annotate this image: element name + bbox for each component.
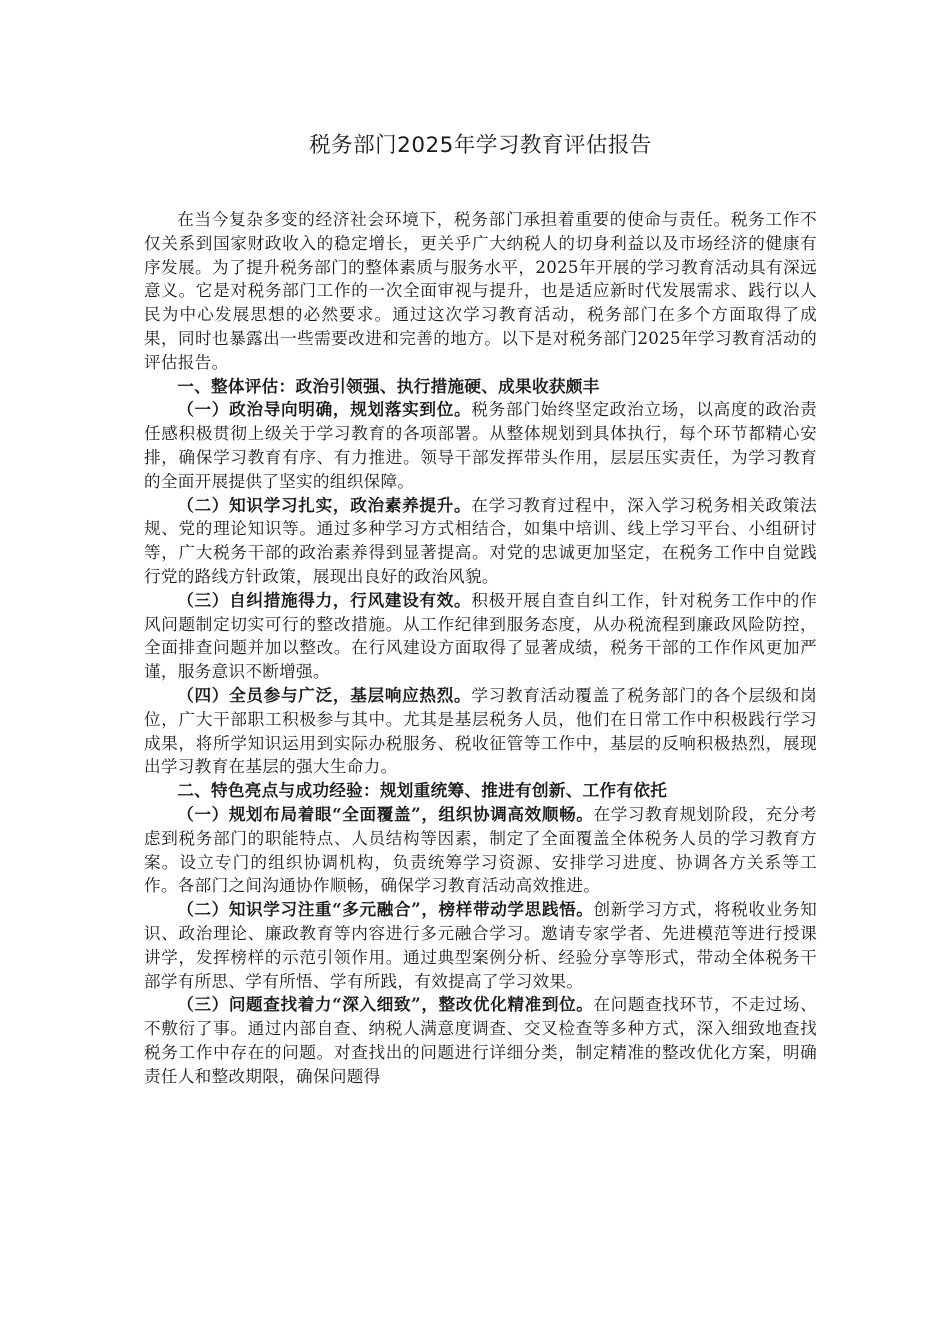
section-1-item-4 [144,684,817,779]
item-text: 在学习教育规划阶段，充分考虑到税务部门的职能特点、人员结构等因素，制定了全面覆盖全体税务人员的学习教育方案。设立专门的组织协调机构，负责统筹学习资源、安排学习进度、协调各方关系等工作。各部门之间沟通协作顺畅，确保学习教育活动高效推进。 [144,804,817,896]
item-text: 学习教育活动覆盖了税务部门的各个层级和岗位，广大干部职工积极参与其中。尤其是基层税务人员，他们在日常工作中积极践行学习成果，将所学知识运用到实际办税服务、税收征管等工作中，基层的反响积极热烈，展现出学习教育在基层的强大生命力。 [144,685,817,777]
item-lead: （四）全员参与广泛，基层响应热烈。 [177,684,472,705]
section-heading-2: 二、特色亮点与成功经验：规划重统筹、推进有创新、工作有依托 [177,780,668,801]
intro-paragraph: 在当今复杂多变的经济社会环境下，税务部门承担着重要的使命与责任。税务工作不仅关系到国家财政收入的稳定增长，更关乎广大纳税人的切身利益以及市场经济的健康有序发展。为了提升税务部门的整体素质与服务水平，2025年开展的学习教育活动具有深远意义。它是对税务部门工作的一次全面审视与提升，也是适应新时代发展需求、践行以人民为中心发展思想的必然要求。通过这次学习教育活动，税务部门在多个方面取得了成果，同时也暴露出一些需要改进和完善的地方。以下是对税务部门2025年学习教育活动的评估报告。 [144,210,817,372]
section-1-item-1 [144,398,817,493]
section-1-item-3 [144,589,817,684]
document-page [144,130,817,1088]
item-text: 创新学习方式，将税收业务知识、政治理论、廉政教育等内容进行多元融合学习。邀请专家学者、先进模范等进行授课讲学，发挥榜样的示范引领作用。通过典型案例分析、经验分享等形式，带动全体税务干部学有所思、学有所悟、学有所践，有效提高了学习效果。 [144,900,817,991]
item-text: 积极开展自查自纠工作，针对税务工作中的作风问题制定切实可行的整改措施。从工作纪律到服务态度，从办税流程到廉政风险防控，全面排查问题并加以整改。在行风建设方面取得了显著成绩，税务干部的工作作风更加严谨，服务意识不断增强。 [144,590,817,682]
item-lead: （二）知识学习注重“多元融合”，榜样带动学思践悟。 [177,899,594,920]
document-title: 税务部门2025年学习教育评估报告 [309,133,652,158]
section-1-item-2 [144,494,817,589]
section-2-item-2 [144,898,817,993]
item-text: 在问题查找环节，不走过场、不敷衍了事。通过内部自查、纳税人满意度调查、交叉检查等多种方式，深入细致地查找税务工作中存在的问题。对查找出的问题进行详细分类，制定精准的整改优化方案，明确责任人和整改期限，确保问题得 [144,995,817,1086]
item-lead: （二）知识学习扎实，政治素养提升。 [177,494,472,515]
section-2-item-3 [144,993,817,1088]
item-lead: （一）规划布局着眼“全面覆盖”，组织协调高效顺畅。 [177,803,594,824]
item-lead: （三）自纠措施得力，行风建设有效。 [177,589,472,610]
item-text: 税务部门始终坚定政治立场，以高度的政治责任感积极贯彻上级关于学习教育的各项部署。从整体规划到具体执行，每个环节都精心安排，确保学习教育有序、有力推进。领导干部发挥带头作用，层层压实责任，为学习教育的全面开展提供了坚实的组织保障。 [144,400,817,491]
item-lead: （一）政治导向明确，规划落实到位。 [177,399,472,420]
item-text: 在学习教育过程中，深入学习税务相关政策法规、党的理论知识等。通过多种学习方式相结合，如集中培训、线上学习平台、小组研讨等，广大税务干部的政治素养得到显著提高。对党的忠诚更加坚定，在税务工作中自觉践行党的路线方针政策，展现出良好的政治风貌。 [144,495,817,586]
item-lead: （三）问题查找着力“深入细致”，整改优化精准到位。 [177,994,594,1015]
section-heading-1: 一、整体评估：政治引领强、执行措施硬、成果收获颇丰 [177,375,600,396]
section-2-item-1 [144,803,817,898]
